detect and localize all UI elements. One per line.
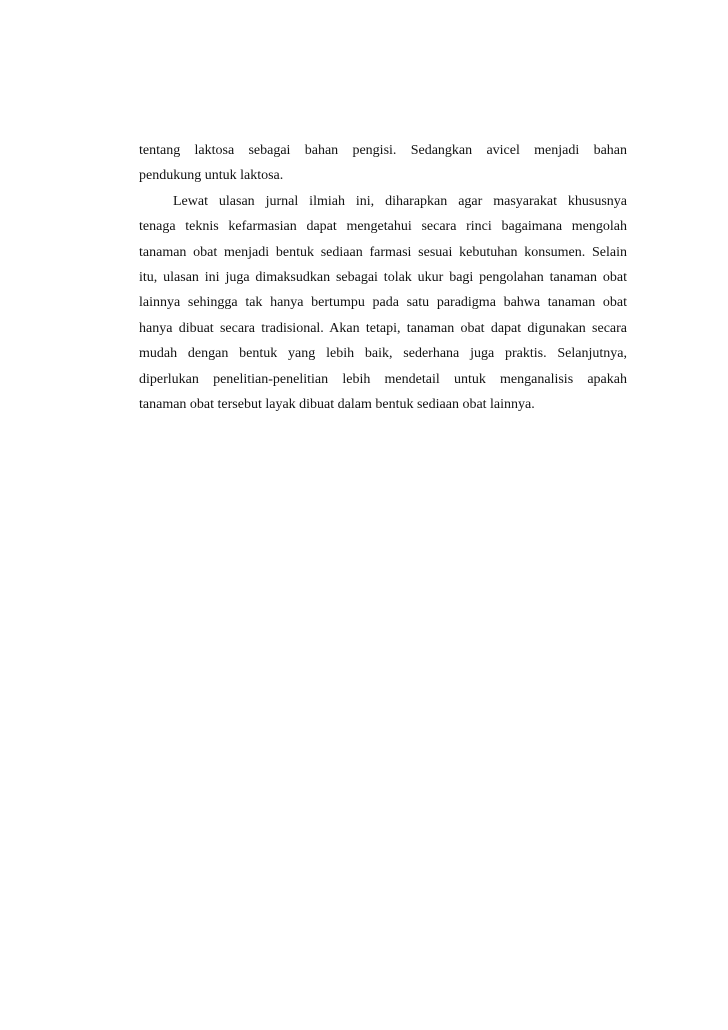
paragraph-line: hanya dibuat secara tradisional. Akan tetapi, tanaman obat dapat digunakan secara: [139, 320, 627, 336]
paragraph-line: diperlukan penelitian-penelitian lebih mendetail untuk menganalisis apakah: [139, 371, 627, 387]
paragraph-line: tentang laktosa sebagai bahan pengisi. Sedangkan avicel menjadi bahan: [139, 143, 627, 158]
paragraph-line: mudah dengan bentuk yang lebih baik, sederhana juga praktis. Selanjutnya,: [139, 346, 627, 362]
paragraph-line: tenaga teknis kefarmasian dapat mengetahui secara rinci bagaimana mengolah: [139, 219, 627, 235]
paragraph-line: Lewat ulasan jurnal ilmiah ini, diharapkan agar masyarakat khususnya: [173, 193, 627, 209]
body-text: [139, 138, 627, 417]
paragraph-line: tanaman obat tersebut layak dibuat dalam bentuk sediaan obat lainnya.: [139, 396, 535, 412]
paragraph-line: lainnya sehingga tak hanya bertumpu pada satu paradigma bahwa tanaman obat: [139, 295, 627, 311]
paragraph-line: pendukung untuk laktosa.: [139, 168, 284, 184]
paragraph-line: itu, ulasan ini juga dimaksudkan sebagai tolak ukur bagi pengolahan tanaman obat: [139, 269, 627, 285]
paragraph-line: tanaman obat menjadi bentuk sediaan farmasi sesuai kebutuhan konsumen. Selain: [139, 244, 627, 260]
